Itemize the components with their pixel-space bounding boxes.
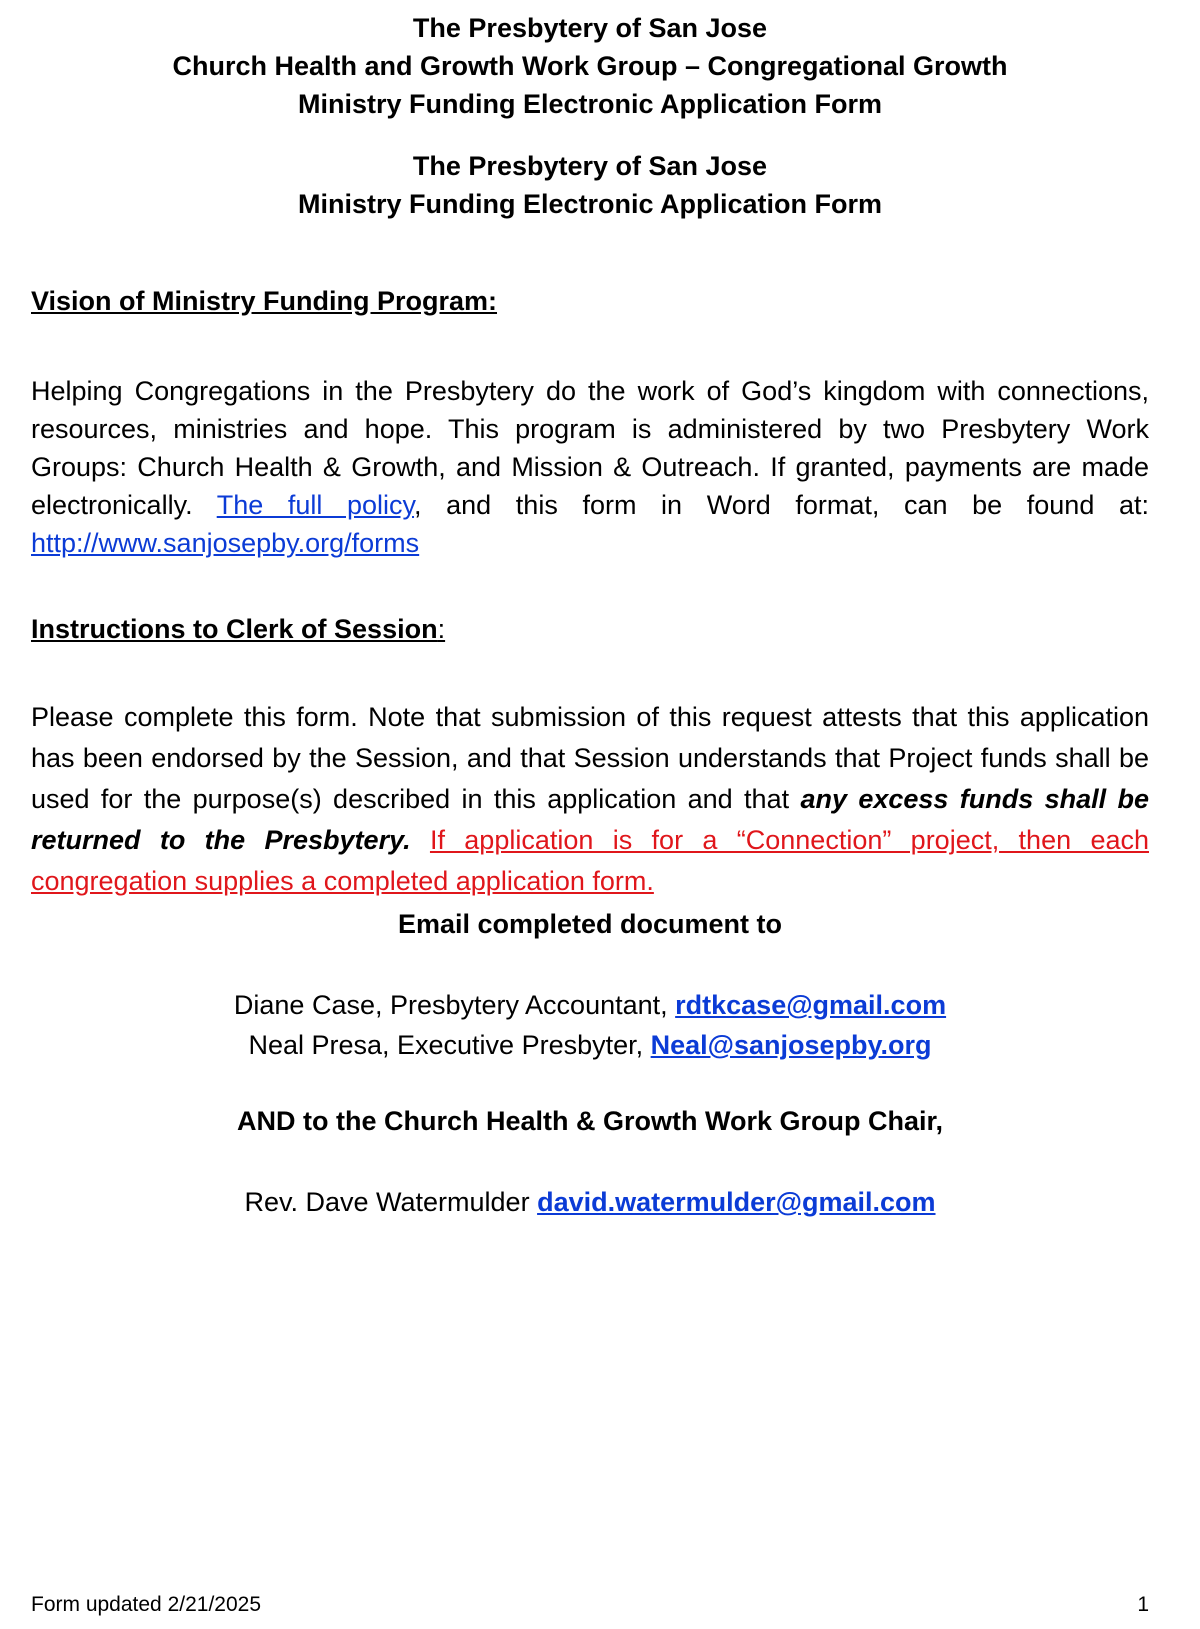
vision-text: Helping Congregations in the Presbytery do the work of God’s kingdom with connections, resources, ministries and hope. This program is administered by two Presbytery Work Groups: Church Health & Growth, and Mission & Outreach. If granted, payments are made electronically. [31,376,1149,520]
header-line-1: The Presbytery of San Jose [412,13,768,43]
vision-heading: Vision of Ministry Funding Program: [31,286,498,316]
chair-contact [0,1182,1180,1222]
instructions-paragraph [31,697,1149,902]
diane-email-link[interactable]: rdtkcase@gmail.com [675,990,947,1020]
contact-dave-label: Rev. Dave Watermulder [244,1187,538,1217]
and-chair-line: AND to the Church Health & Growth Work Group Chair, [236,1106,944,1136]
contact-diane [0,985,1180,1025]
contact-neal-label: Neal Presa, Executive Presbyter, [248,1030,651,1060]
email-title: Email completed document to [397,909,783,939]
instructions-heading-wrap [31,614,445,645]
contact-neal [0,1025,1180,1065]
vision-paragraph [31,372,1149,562]
excess-funds-emphasis: any excess funds shall be returned to the Presbytery. [31,784,1149,855]
instructions-heading: Instructions to Clerk of Session [31,614,438,644]
contacts-block [0,985,1180,1065]
subheader-line-2: Ministry Funding Electronic Application Form [297,189,883,219]
connection-project-note: If application is for a “Connection” project, then each congregation supplies a completed application form. [31,825,1149,896]
full-policy-link[interactable]: The full policy [216,490,415,520]
document-header [0,9,1180,123]
header-line-2: Church Health and Growth Work Group – Congregational Growth [172,51,1008,81]
dave-email-link[interactable]: david.watermulder@gmail.com [537,1187,936,1217]
vision-text-after: , and this form in Word format, can be found at: [414,490,1149,520]
contact-diane-label: Diane Case, Presbytery Accountant, [233,990,676,1020]
forms-url-link[interactable]: http://www.sanjosepby.org/forms [31,528,420,558]
document-subheader [0,147,1180,223]
subheader-line-1: The Presbytery of San Jose [412,151,768,181]
form-updated-date: Form updated 2/21/2025 [31,1593,261,1616]
header-line-3: Ministry Funding Electronic Application Form [297,89,883,119]
instructions-heading-colon: : [437,614,446,644]
page-number: 1 [1137,1593,1149,1616]
instructions-text: Please complete this form. Note that submission of this request attests that this application has been endorsed by the Session, and that Session understands that Project funds shall be used for the purpose(s) described in this application and that [31,702,1149,814]
contact-dave [0,1182,1180,1222]
neal-email-link[interactable]: Neal@sanjosepby.org [650,1030,932,1060]
